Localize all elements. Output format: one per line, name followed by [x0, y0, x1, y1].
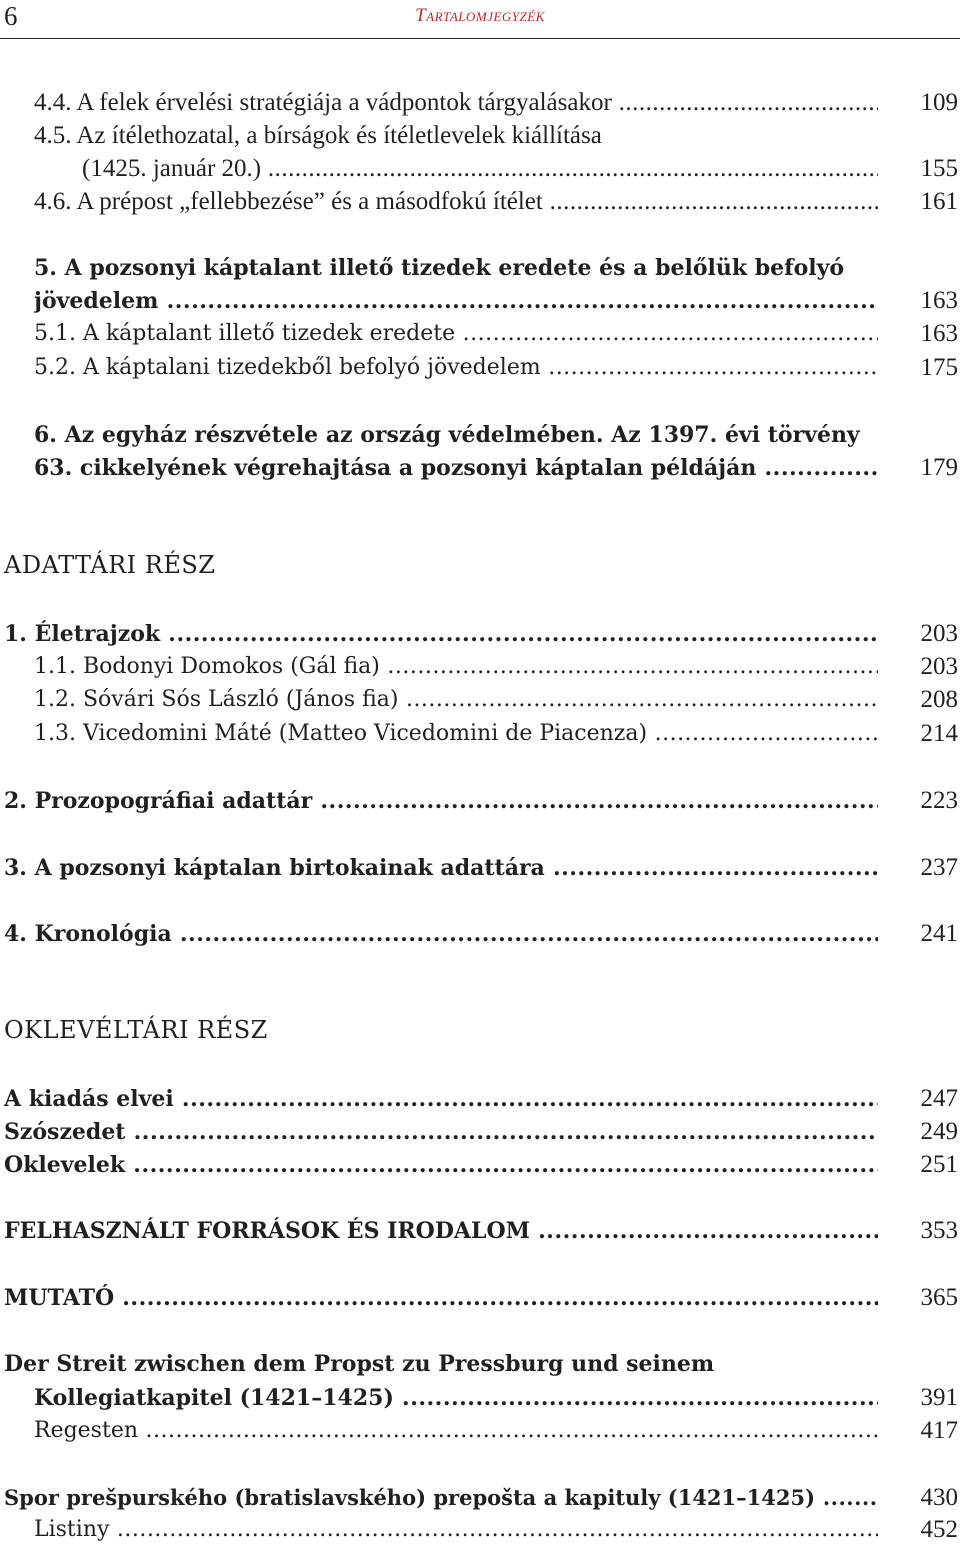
toc-entry[interactable]: Listiny ..... 452 [0, 1513, 960, 1547]
section-title-okleveltari: OKLEVÉLTÁRI RÉSZ [4, 1016, 268, 1044]
toc-chapter[interactable]: Kollegiatkapitel (1421–1425) ..... 391 [0, 1381, 960, 1415]
toc-chapter[interactable]: 4. Kronológia ..... 241 [0, 917, 960, 951]
toc-chapter[interactable]: FELHASZNÁLT FORRÁSOK ÉS IRODALOM ..... 353 [0, 1214, 960, 1248]
toc-entry[interactable]: 1.1. Bodonyi Domokos (Gál fia) ..... 203 [0, 650, 960, 684]
toc-chapter: 5. A pozsonyi káptalant illető tizedek eredete és a belőlük befolyó [34, 255, 845, 281]
toc-entry[interactable]: 4.6. A prépost „fellebbezése” és a másodfokú ítélet ..... 161 [0, 185, 960, 219]
toc-chapter[interactable]: 3. A pozsonyi káptalan birtokainak adattára ..... 237 [0, 851, 960, 885]
section-title-adattari: ADATTÁRI RÉSZ [4, 551, 216, 579]
toc-entry[interactable]: Regesten ..... 417 [0, 1414, 960, 1448]
toc-chapter[interactable]: 1. Életrajzok ..... 203 [0, 617, 960, 651]
toc-entry[interactable]: (1425. január 20.) ..... 155 [0, 152, 960, 186]
toc-chapter[interactable]: Szószedet ..... 249 [0, 1115, 960, 1149]
running-title: Tartalomjegyzék [415, 5, 545, 26]
toc-entry[interactable]: 5.1. A káptalant illető tizedek eredete ..... 163 [0, 317, 960, 351]
toc-chapter[interactable]: 2. Prozopográfiai adattár ..... 223 [0, 784, 960, 818]
toc-entry[interactable]: 1.3. Vicedomini Máté (Matteo Vicedomini de Piacenza) ..... 214 [0, 717, 960, 751]
toc-chapter[interactable]: 63. cikkelyének végrehajtása a pozsonyi káptalan példáján ..... 179 [0, 451, 960, 485]
toc-chapter[interactable]: Oklevelek ..... 251 [0, 1148, 960, 1182]
toc-entry: 4.5. Az ítélethozatal, a bírságok és ítéletlevelek kiállítása [34, 122, 602, 149]
toc-chapter[interactable]: Spor prešpurského (bratislavského) prepošta a kapituly (1421–1425) ..... 430 [0, 1481, 960, 1515]
toc-chapter: Der Streit zwischen dem Propst zu Pressburg und seinem [4, 1351, 715, 1377]
toc-entry[interactable]: 4.4. A felek érvelési stratégiája a vádpontok tárgyalásakor ..... 109 [0, 86, 960, 120]
toc-chapter[interactable]: MUTATÓ ..... 365 [0, 1281, 960, 1315]
toc-entry[interactable]: 5.2. A káptalani tizedekből befolyó jövedelem ..... 175 [0, 351, 960, 385]
toc-chapter: 6. Az egyház részvétele az ország védelmében. Az 1397. évi törvény [34, 422, 860, 448]
toc-chapter[interactable]: jövedelem ..... 163 [0, 284, 960, 318]
page-header [0, 0, 960, 39]
page-number: 6 [4, 1, 18, 31]
toc-chapter[interactable]: A kiadás elvei ..... 247 [0, 1082, 960, 1116]
toc-entry[interactable]: 1.2. Sóvári Sós László (János fia) ..... 208 [0, 683, 960, 717]
